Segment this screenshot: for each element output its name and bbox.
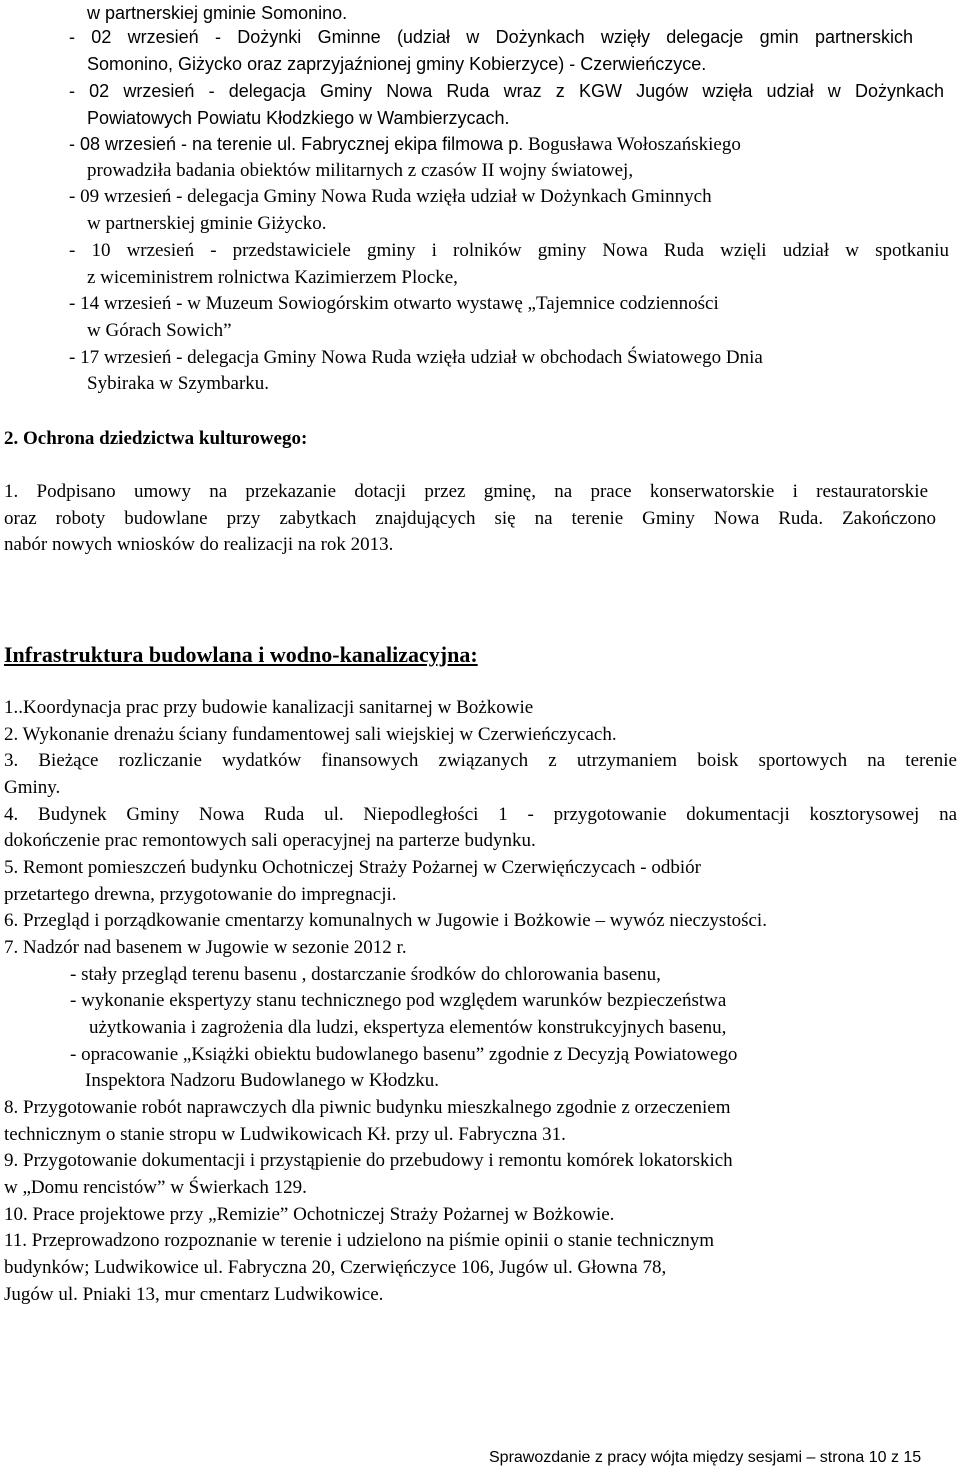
list-item: Gminy.	[4, 777, 61, 798]
event-line: Sybiraka w Szymbarku.	[87, 373, 270, 394]
list-item: 7. Nadzór nad basenem w Jugowie w sezonie 2012 r.	[4, 937, 407, 958]
list-item: w „Domu rencistów” w Świerkach 129.	[4, 1177, 307, 1198]
event-line: z wiceministrem rolnictwa Kazimierzem Plocke,	[87, 267, 458, 288]
list-item: 8. Przygotowanie robót naprawczych dla piwnic budynku mieszkalnego zgodnie z orzeczeniem	[4, 1097, 731, 1118]
event-line-serif-part: Bogusława Wołoszańskiego	[523, 134, 741, 155]
list-item: 1..Koordynacja prac przy budowie kanalizacji sanitarnej w Bożkowie	[4, 697, 534, 718]
list-item: 5. Remont pomieszczeń budynku Ochotniczej Straży Pożarnej w Czerwięńczycach - odbiór	[4, 857, 701, 878]
section-heading: 2. Ochrona dziedzictwa kulturowego:	[4, 428, 308, 449]
paragraph-line: nabór nowych wniosków do realizacji na rok 2013.	[4, 534, 394, 555]
paragraph-line: oraz roboty budowlane przy zabytkach znajdujących się na terenie Gminy Nowa Ruda. Zakończono	[4, 508, 936, 529]
list-subitem: - stały przegląd terenu basenu , dostarczanie środków do chlorowania basenu,	[70, 964, 661, 985]
list-item: przetartego drewna, przygotowanie do impregnacji.	[4, 884, 397, 905]
event-line: w partnerskiej gminie Giżycko.	[87, 213, 327, 234]
section-heading: Infrastruktura budowlana i wodno-kanalizacyjna:	[4, 642, 478, 667]
list-item: technicznym o stanie stropu w Ludwikowicach Kł. przy ul. Fabryczna 31.	[4, 1124, 566, 1145]
list-item: Jugów ul. Pniaki 13, mur cmentarz Ludwikowice.	[4, 1284, 384, 1305]
event-line: Powiatowych Powiatu Kłodzkiego w Wambierzycach.	[87, 108, 510, 128]
event-line: - 02 wrzesień - delegacja Gminy Nowa Ruda wraz z KGW Jugów wzięła udział w Dożynkach	[69, 81, 944, 101]
list-item: 10. Prace projektowe przy „Remizie” Ochotniczej Straży Pożarnej w Bożkowie.	[4, 1204, 615, 1225]
event-line: - 17 wrzesień - delegacja Gminy Nowa Ruda wzięła udział w obchodach Światowego Dnia	[69, 347, 763, 368]
list-subitem: - opracowanie „Książki obiektu budowlanego basenu” zgodnie z Decyzją Powiatowego	[70, 1044, 738, 1065]
event-line: Somonino, Giżycko oraz zaprzyjaźnionej gminy Kobierzyce) - Czerwieńczyce.	[87, 54, 707, 74]
list-item: 3. Bieżące rozliczanie wydatków finansowych związanych z utrzymaniem boisk sportowych na terenie	[4, 750, 957, 771]
event-line: - 10 wrzesień - przedstawiciele gminy i rolników gminy Nowa Ruda wzięli udział w spotkaniu	[69, 240, 949, 261]
event-line: - 09 wrzesień - delegacja Gminy Nowa Ruda wzięła udział w Dożynkach Gminnych	[69, 186, 712, 207]
list-item: 9. Przygotowanie dokumentacji i przystąpienie do przebudowy i remontu komórek lokatorskich	[4, 1150, 733, 1171]
list-subitem: - wykonanie ekspertyzy stanu technicznego pod względem warunków bezpieczeństwa	[70, 990, 727, 1011]
paragraph-line: 1. Podpisano umowy na przekazanie dotacji przez gminę, na prace konserwatorskie i restauratorskie	[4, 481, 928, 502]
event-line: - 14 wrzesień - w Muzeum Sowiogórskim otwarto wystawę „Tajemnice codzienności	[69, 293, 719, 314]
event-line	[69, 131, 741, 159]
list-item: 2. Wykonanie drenażu ściany fundamentowej sali wiejskiej w Czerwieńczycach.	[4, 724, 617, 745]
list-item: dokończenie prac remontowych sali operacyjnej na parterze budynku.	[4, 830, 536, 851]
list-subitem: Inspektora Nadzoru Budowlanego w Kłodzku.	[85, 1070, 440, 1091]
event-line: w partnerskiej gminie Somonino.	[87, 3, 348, 23]
event-line: w Górach Sowich”	[87, 320, 232, 341]
list-item: 11. Przeprowadzono rozpoznanie w terenie i udzielono na piśmie opinii o stanie technicznym	[4, 1230, 714, 1251]
list-item: budynków; Ludwikowice ul. Fabryczna 20, Czerwięńczyce 106, Jugów ul. Głowna 78,	[4, 1257, 667, 1278]
event-line: prowadziła badania obiektów militarnych z czasów II wojny światowej,	[87, 160, 634, 181]
list-item: 4. Budynek Gminy Nowa Ruda ul. Niepodległości 1 - przygotowanie dokumentacji kosztorysowej na	[4, 804, 957, 825]
list-item: 6. Przegląd i porządkowanie cmentarzy komunalnych w Jugowie i Bożkowie – wywóz nieczystości.	[4, 910, 767, 931]
event-line-sans-part: - 08 wrzesień - na terenie ul. Fabrycznej ekipa filmowa p.	[69, 134, 524, 154]
page-footer: Sprawozdanie z pracy wójta między sesjami – strona 10 z 15	[489, 1449, 922, 1466]
list-subitem: użytkowania i zagrożenia dla ludzi, ekspertyza elementów konstrukcyjnych basenu,	[89, 1017, 727, 1038]
event-line: - 02 wrzesień - Dożynki Gminne (udział w Dożynkach wzięły delegacje gmin partnerskich	[69, 27, 913, 47]
